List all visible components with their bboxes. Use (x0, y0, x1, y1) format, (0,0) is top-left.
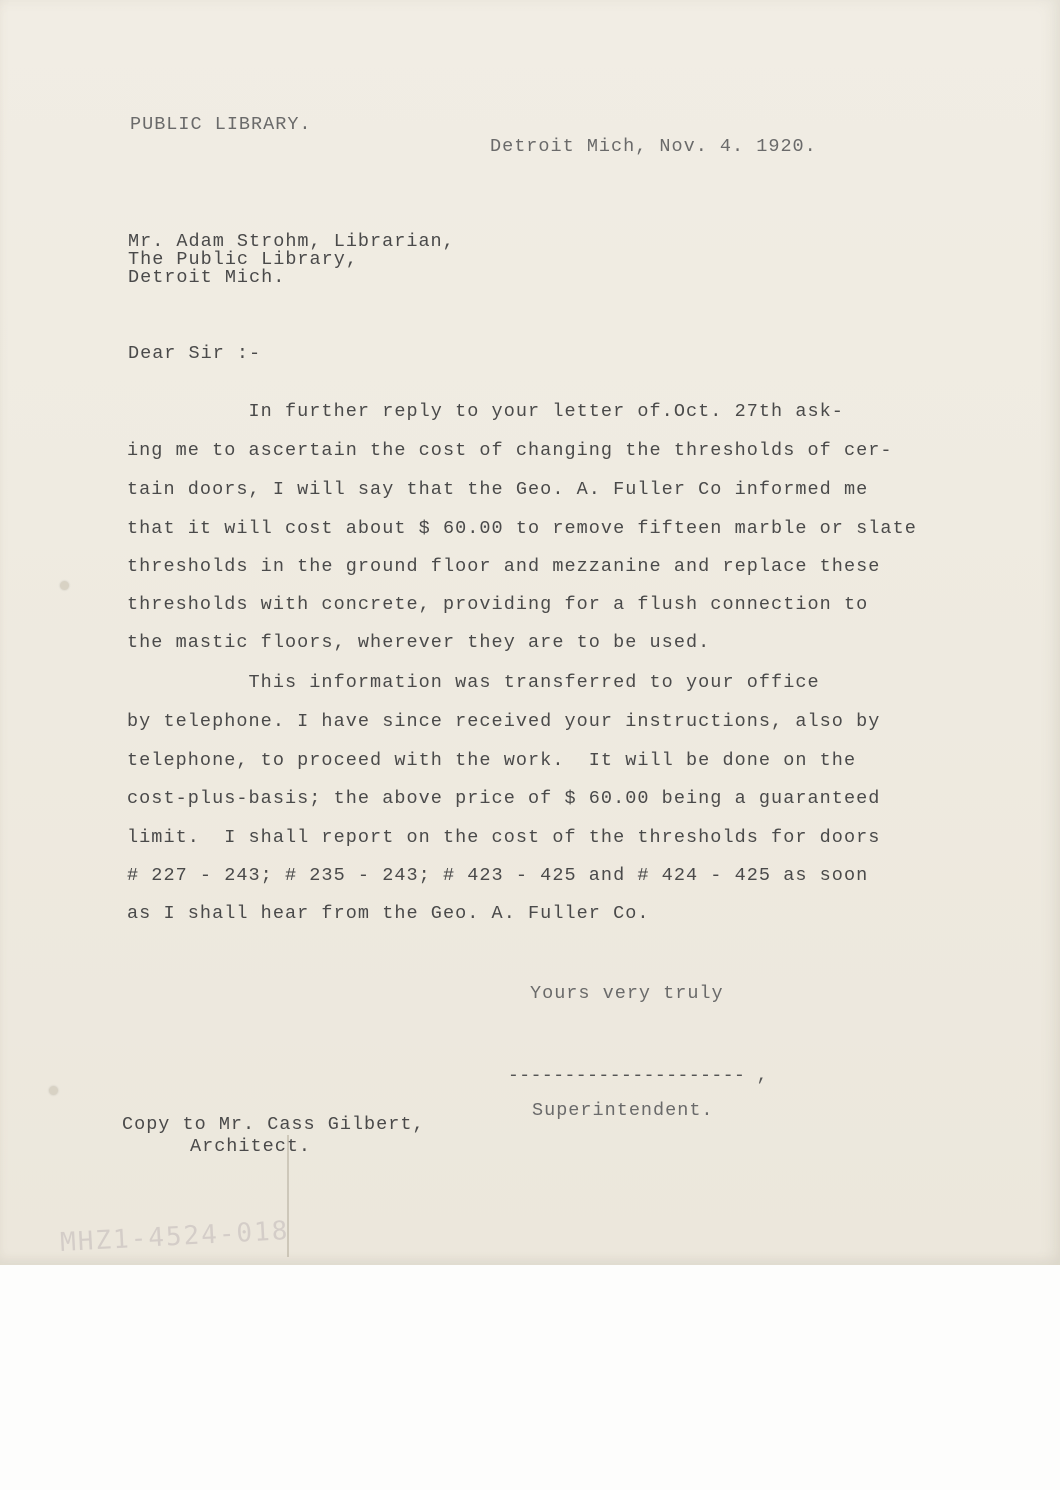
recipient-name: Mr. Adam Strohm, Librarian, (128, 231, 455, 252)
dateline: Detroit Mich, Nov. 4. 1920. (490, 136, 817, 157)
archive-stamp: MHZ1-4524-018 (59, 1216, 291, 1258)
body-line: thresholds in the ground floor and mezzanine and replace these (127, 556, 881, 577)
punch-hole-bottom (49, 1086, 58, 1095)
body-line: In further reply to your letter of.Oct. 27th ask- (127, 401, 844, 422)
body-line: This information was transferred to your office (127, 672, 820, 693)
letterhead: PUBLIC LIBRARY. (130, 114, 312, 135)
body-line: ing me to ascertain the cost of changing the thresholds of cer- (127, 440, 893, 461)
body-line: that it will cost about $ 60.00 to remove fifteen marble or slate (127, 518, 917, 539)
body-line: as I shall hear from the Geo. A. Fuller Co. (127, 903, 650, 924)
body-line: # 227 - 243; # 235 - 243; # 423 - 425 and # 424 - 425 as soon (127, 865, 869, 886)
body-line: telephone, to proceed with the work. It will be done on the (127, 750, 857, 771)
copy-to-line: Copy to Mr. Cass Gilbert, (122, 1114, 425, 1135)
signature-line: --------------------- , (508, 1066, 768, 1086)
recipient-city: Detroit Mich. (128, 267, 286, 288)
body-line: cost-plus-basis; the above price of $ 60.00 being a guaranteed (127, 788, 881, 809)
copy-to-title: Architect. (190, 1136, 312, 1157)
recipient-org: The Public Library, (128, 249, 358, 270)
body-line: the mastic floors, wherever they are to be used. (127, 632, 711, 653)
closing: Yours very truly (530, 983, 724, 1004)
body-line: tain doors, I will say that the Geo. A. Fuller Co informed me (127, 479, 869, 500)
signature-title: Superintendent. (532, 1100, 714, 1121)
punch-hole-top (60, 581, 69, 590)
salutation: Dear Sir :- (128, 343, 262, 364)
body-line: limit. I shall report on the cost of the thresholds for doors (127, 827, 881, 848)
body-line: thresholds with concrete, providing for a flush connection to (127, 594, 869, 615)
body-line: by telephone. I have since received your instructions, also by (127, 711, 881, 732)
